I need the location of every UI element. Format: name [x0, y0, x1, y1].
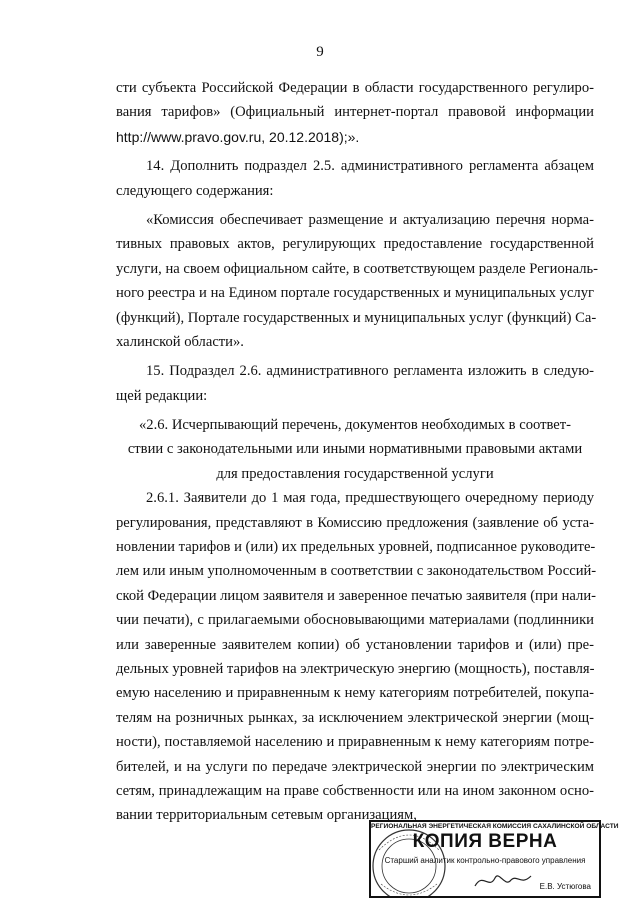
stamp-organization: РЕГИОНАЛЬНАЯ ЭНЕРГЕТИЧЕСКАЯ КОМИССИЯ САХАЛИНСКОЙ ОБЛАСТИ [371, 823, 619, 830]
text-line: ской Федерации лицом заявителя и заверенное печатью заявителя (при нали- [116, 587, 596, 604]
text-line: лем или иным уполномоченным в соответствии с законодательством Россий- [116, 563, 597, 580]
text-line: ности), поставляемой населению и приравненным к нему категориям потре- [116, 734, 594, 751]
text-line: емую населению и приравненным к нему категориям потребителей, покупа- [116, 685, 594, 702]
signature-icon [471, 866, 541, 894]
text-line: следующего содержания: [116, 182, 274, 199]
text-line: халинской области». [116, 333, 244, 350]
text-line: телям на розничных рынках, за исключением электрической энергии (мощ- [116, 709, 594, 726]
text-line: регулирования, представляют в Комиссию предложения (заявление об уста- [116, 514, 594, 531]
page-number: 9 [316, 44, 324, 60]
text-line: услуги, на своем официальном сайте, в соответствующем разделе Региональ- [116, 260, 598, 277]
text-line: 14. Дополнить подраздел 2.5. административного регламента абзацем [146, 158, 594, 175]
document-body [116, 76, 598, 828]
stamp-signatory-name: Е.В. Устюгова [539, 882, 591, 891]
text-line: (функций), Портале государственных и муниципальных услуг (функций) Са- [116, 309, 597, 326]
stamp-title: КОПИЯ ВЕРНА [412, 831, 558, 852]
text-line: «Комиссия обеспечивает размещение и актуализацию перечня норма- [146, 211, 594, 228]
certification-stamp [353, 820, 619, 898]
section-heading-line: для предоставления государственной услуги [216, 465, 494, 482]
text-line: вании территориальным сетевым организациям, [116, 807, 417, 824]
section-heading-line: «2.6. Исчерпывающий перечень, документов необходимых в соответ- [138, 417, 571, 434]
text-line: бителей, и на услуги по передаче электрической энергии по электрическим [116, 758, 594, 775]
text-line: 15. Подраздел 2.6. административного регламента изложить в следую- [146, 363, 594, 380]
copy-certified-box [369, 820, 619, 898]
text-line: дельных уровней тарифов на электрическую энергию (мощность), поставля- [116, 660, 595, 677]
text-line: http://www.pravo.gov.ru, 20.12.2018);». [116, 128, 360, 145]
section-heading-line: ствии с законодательными или иными нормативными правовыми актами [127, 441, 583, 458]
text-line: сетям, принадлежащим на праве собственности или на ином законном осно- [116, 782, 594, 799]
text-line: или заверенные заявителем копии) об установлении тарифов и (или) пре- [116, 636, 594, 653]
text-line: ного реестра и на Едином портале государственных и муниципальных услуг [116, 285, 594, 302]
text-line: вания тарифов» (Официальный интернет-портал правовой информации [116, 104, 594, 121]
text-line: новлении тарифов и (или) их предельных уровней, подписанное руководите- [116, 539, 596, 556]
text-line: тивных правовых актов, регулирующих предоставление государственной [116, 236, 594, 253]
stamp-position: Старший аналитик контрольно-правового управления [384, 856, 586, 865]
text-line: чии печати), с прилагаемыми обосновывающими материалами (подлинники [116, 612, 594, 629]
text-line: сти субъекта Российской Федерации в области государственного регулиро- [116, 80, 594, 96]
text-line: щей редакции: [116, 387, 208, 404]
text-line: 2.6.1. Заявители до 1 мая года, предшествующего очередному периоду [146, 490, 594, 507]
